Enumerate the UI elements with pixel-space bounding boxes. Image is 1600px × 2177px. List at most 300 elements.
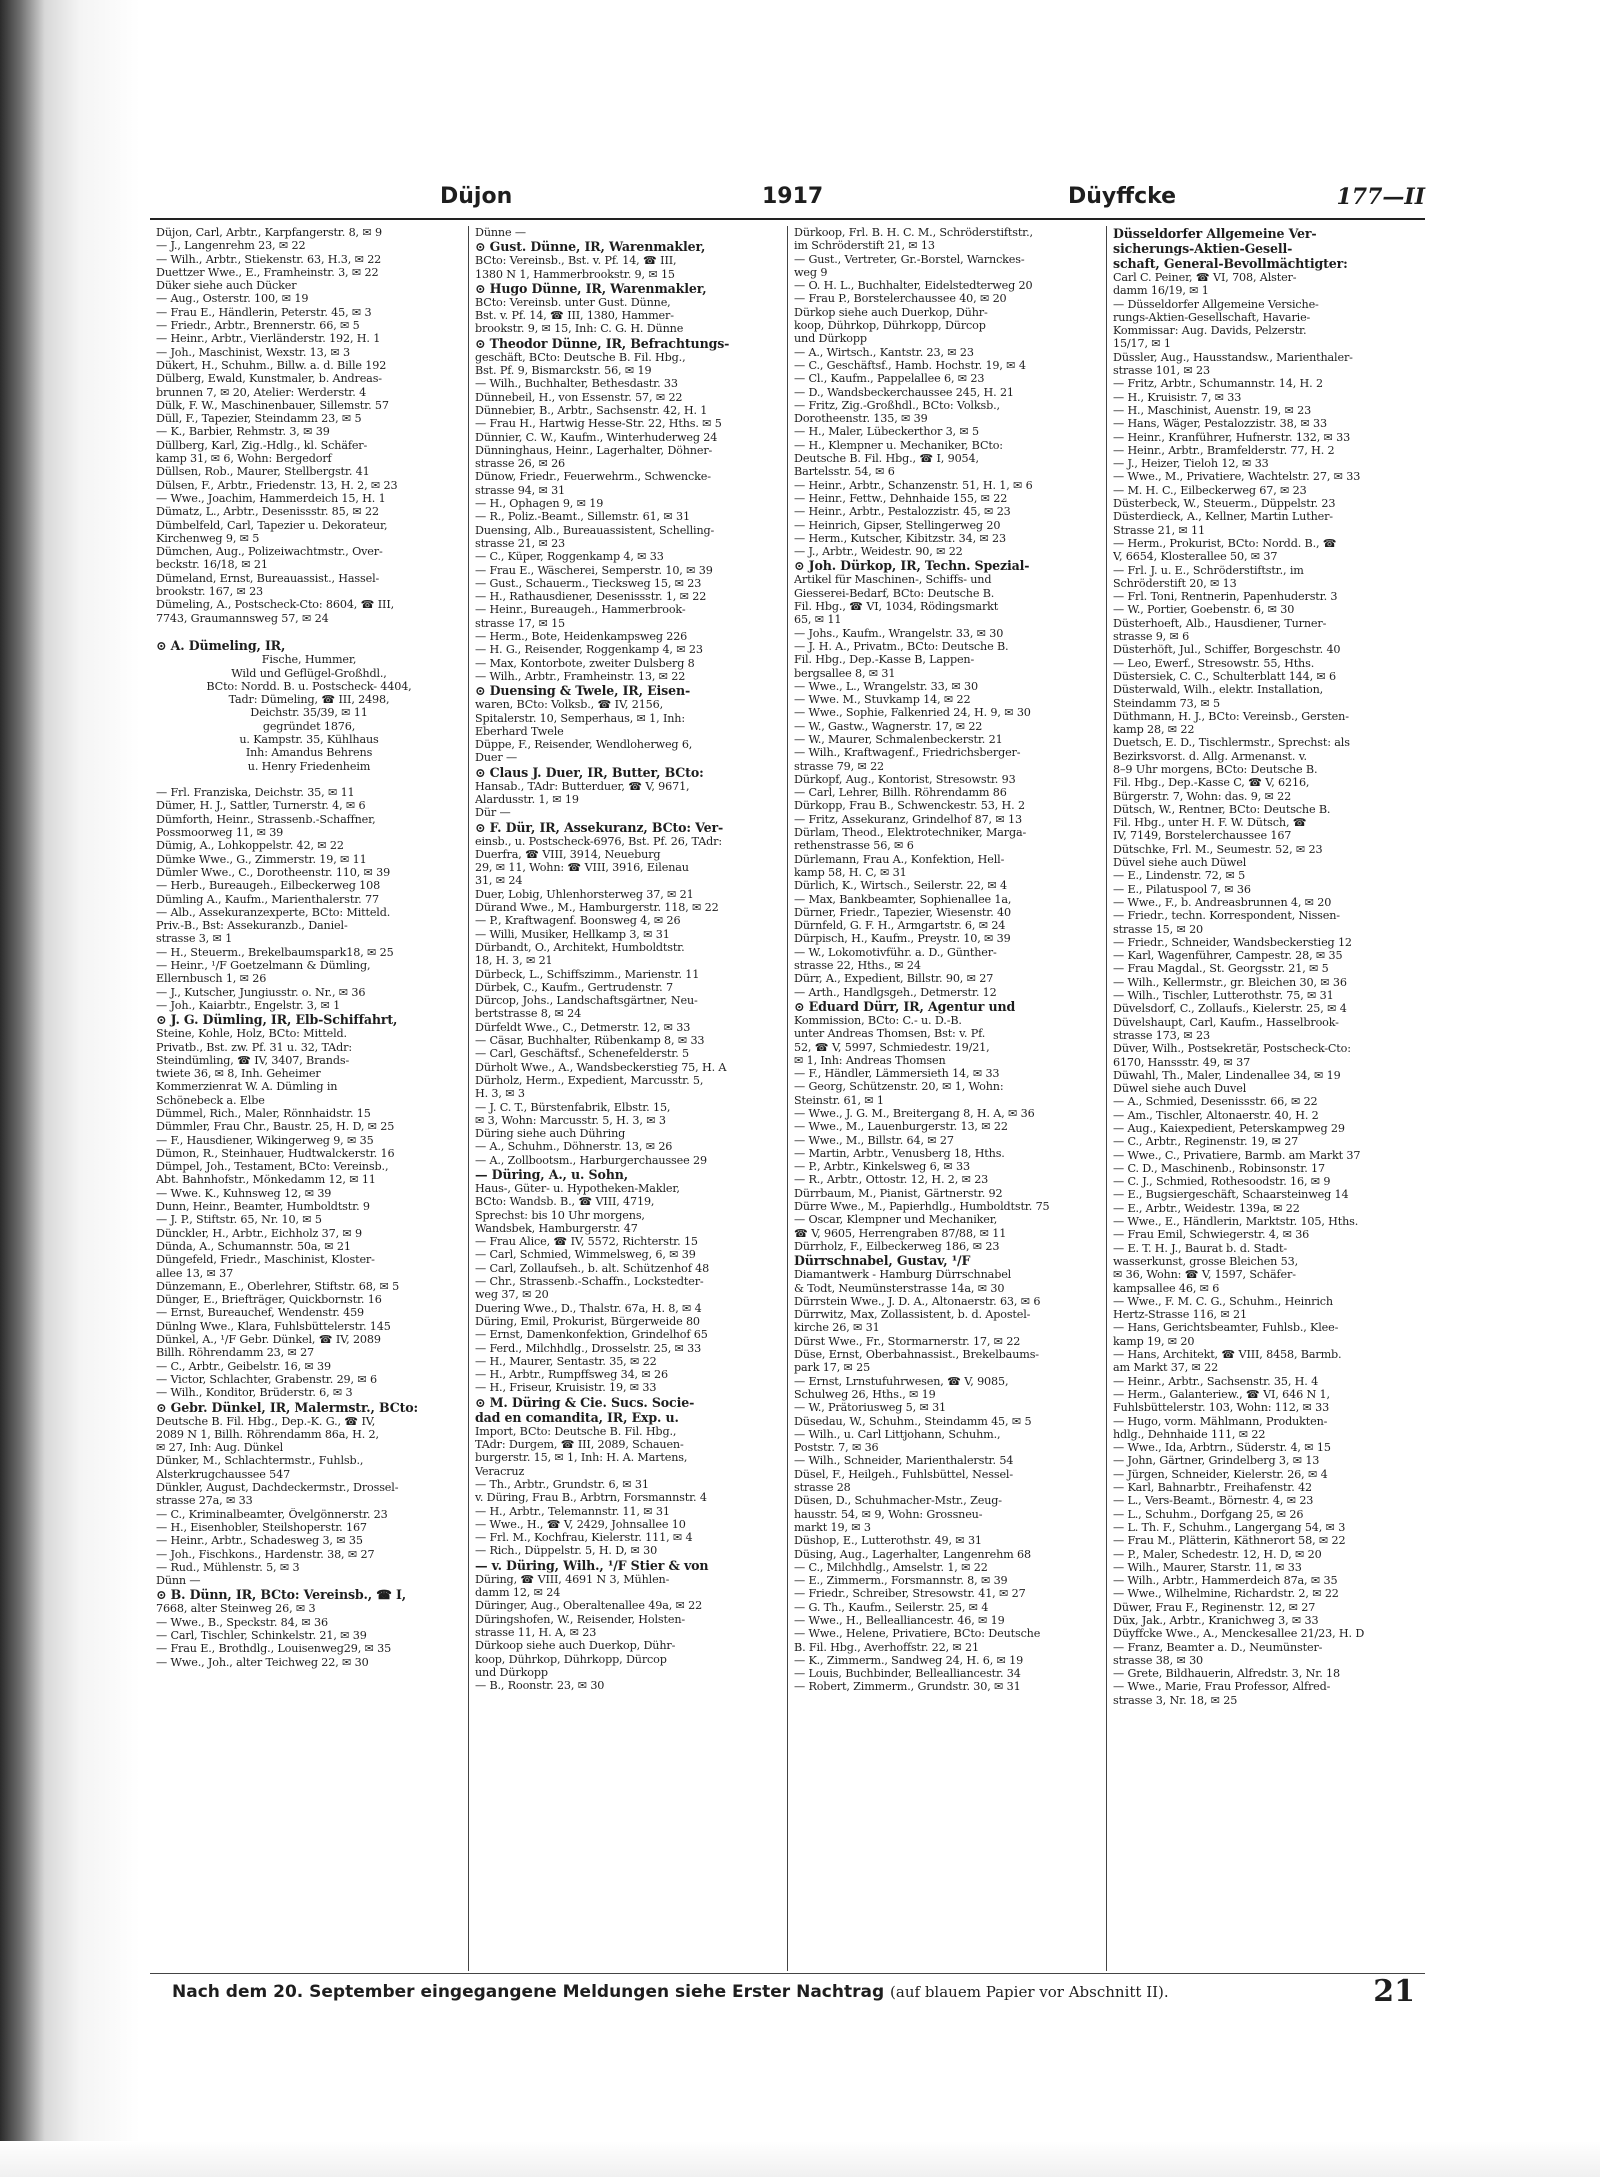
header-year: 1917 xyxy=(762,184,824,209)
directory-entry: — Wwe., Wilhelmine, Richardstr. 2, ✉ 22 xyxy=(1113,1587,1339,1601)
directory-entry: ☎ V, 9605, Herrengraben 87/88, ✉ 11 xyxy=(794,1226,1007,1240)
directory-entry: Düshop, E., Lutterothstr. 49, ✉ 31 xyxy=(794,1534,982,1548)
directory-entry: Giesserei-Bedarf, BCto: Deutsche B. xyxy=(794,586,995,600)
directory-entry: Duer — xyxy=(475,751,517,765)
directory-entry: — H., Maurer, Sentastr. 35, ✉ 22 xyxy=(475,1354,657,1368)
directory-entry: — W., Gastw., Wagnerstr. 17, ✉ 22 xyxy=(794,719,983,733)
directory-entry: — K., Zimmerm., Sandweg 24, H. 6, ✉ 19 xyxy=(794,1653,1024,1667)
directory-entry: Düngefeld, Friedr., Maschinist, Kloster- xyxy=(156,1253,375,1267)
directory-entry: Deichstr. 35/39, ✉ 11 xyxy=(250,706,368,720)
directory-entry: Dünda, A., Schumannstr. 50a, ✉ 21 xyxy=(156,1239,351,1253)
directory-entry: — Franz, Beamter a. D., Neumünster- xyxy=(1113,1640,1323,1654)
directory-entry: Dürrbaum, M., Pianist, Gärtnerstr. 92 xyxy=(794,1186,1003,1200)
directory-entry: — Wwe., M., Lauenburgerstr. 13, ✉ 22 xyxy=(794,1120,1008,1134)
directory-entry: strasse 3, ✉ 1 xyxy=(156,932,233,946)
directory-entry: — Alb., Assekuranzexperte, BCto: Mitteld. xyxy=(156,905,391,919)
directory-entry: Diamantwerk - Hamburg Dürrschnabel xyxy=(794,1268,1012,1282)
directory-entry: — Leo, Ewerf., Stresowstr. 55, Hths. xyxy=(1113,656,1315,670)
directory-entry: — C., Küper, Roggenkamp 4, ✉ 33 xyxy=(475,550,664,564)
directory-entry: Dünne — xyxy=(475,226,526,239)
directory-entry: damm 16/19, ✉ 1 xyxy=(1113,284,1209,298)
directory-entry: strasse 101, ✉ 23 xyxy=(1113,364,1210,378)
directory-entry: — Joh., Maschinist, Wexstr. 13, ✉ 3 xyxy=(156,345,351,359)
directory-entry: Dürkopf, Aug., Kontorist, Stresowstr. 93 xyxy=(794,772,1016,786)
directory-entry: — Wilh., Schneider, Marienthalerstr. 54 xyxy=(794,1454,1014,1468)
directory-entry: — Carl, Geschäftsf., Schenefelderstr. 5 xyxy=(475,1047,690,1061)
directory-entry: — Rud., Mühlenstr. 5, ✉ 3 xyxy=(156,1560,300,1574)
directory-entry: — Hugo, vorm. Mählmann, Produkten- xyxy=(1113,1414,1328,1428)
directory-entry: Dümke Wwe., G., Zimmerstr. 19, ✉ 11 xyxy=(156,852,367,866)
directory-entry: Dürcop, Johs., Landschaftsgärtner, Neu- xyxy=(475,994,698,1008)
directory-entry: — C., Milchhdlg., Amselstr. 1, ✉ 22 xyxy=(794,1560,988,1574)
directory-entry: — C., Arbtr., Geibelstr. 16, ✉ 39 xyxy=(156,1359,331,1373)
directory-entry: geschäft, BCto: Deutsche B. Fil. Hbg., xyxy=(475,350,686,364)
directory-entry: — Friedr., techn. Korrespondent, Nissen- xyxy=(1113,909,1340,923)
directory-entry: allee 13, ✉ 37 xyxy=(156,1266,234,1280)
directory-entry: 1380 N 1, Hammerbrookstr. 9, ✉ 15 xyxy=(475,267,675,281)
directory-entry: Deutsche B. Fil. Hbg., Dep.-K. G., ☎ IV, xyxy=(156,1414,376,1428)
page-number: 21 xyxy=(1373,1974,1415,2009)
directory-entry: Priv.-B., Bst: Assekuranzb., Daniel- xyxy=(156,919,348,933)
directory-entry: Düsel, F., Heilgeh., Fuhlsbüttel, Nessel- xyxy=(794,1467,1013,1481)
directory-entry: Dürbandt, O., Architekt, Humboldtstr. xyxy=(475,940,685,954)
directory-entry: Dümig, A., Lohkoppelstr. 42, ✉ 22 xyxy=(156,839,344,853)
directory-entry: ⊙ J. G. Dümling, IR, Elb-Schiffahrt, xyxy=(156,1012,398,1028)
directory-entry: — Wilh., Arbtr., Stiekenstr. 63, H.3, ✉ 22 xyxy=(156,252,382,266)
directory-entry: — J., Langenrehm 23, ✉ 22 xyxy=(156,239,306,253)
directory-entry: — Wilh., Konditor, Brüderstr. 6, ✉ 3 xyxy=(156,1386,353,1400)
directory-entry: kamp 28, ✉ 22 xyxy=(1113,723,1195,737)
directory-entry: wasserkunst, grosse Bleichen 53, xyxy=(1113,1254,1298,1268)
directory-entry: Artikel für Maschinen-, Schiffs- und xyxy=(794,573,992,587)
directory-entry: ⊙ Joh. Dürkop, IR, Techn. Spezial- xyxy=(794,558,1030,574)
page-header xyxy=(150,178,1425,220)
directory-entry: strasse 11, H. A, ✉ 23 xyxy=(475,1625,597,1639)
directory-entry: bertstrasse 8, ✉ 24 xyxy=(475,1007,582,1021)
column-4 xyxy=(1107,226,1425,1971)
directory-entry: — Heinr., Arbtr., Schanzenstr. 51, H. 1, ✉ 6 xyxy=(794,478,1033,492)
directory-entry: Ellernbusch 1, ✉ 26 xyxy=(156,972,267,986)
directory-entry: strasse 15, ✉ 20 xyxy=(1113,922,1204,936)
directory-entry: Kirchenweg 9, ✉ 5 xyxy=(156,531,260,545)
directory-entry: strasse 38, ✉ 30 xyxy=(1113,1653,1204,1667)
directory-entry: Düstersiek, C. C., Schulterblatt 144, ✉ 6 xyxy=(1113,669,1337,683)
directory-entry: Dürlich, K., Wirtsch., Seilerstr. 22, ✉ 4 xyxy=(794,879,1008,893)
directory-entry: BCto: Wandsb. B., ☎ VIII, 4719, xyxy=(475,1195,655,1209)
directory-entry: — Fritz, Assekuranz, Grindelhof 87, ✉ 13 xyxy=(794,812,1022,826)
directory-entry: — Karl, Bahnarbtr., Freihafenstr. 42 xyxy=(1113,1481,1313,1495)
directory-entry: Steindamm 73, ✉ 5 xyxy=(1113,696,1221,710)
directory-entry: — D., Wandsbeckerchaussee 245, H. 21 xyxy=(794,385,1014,399)
directory-entry: — Wilh., Arbtr., Hammerdeich 87a, ✉ 35 xyxy=(1113,1574,1338,1588)
directory-entry: Dürfeldt Wwe., C., Detmerstr. 12, ✉ 33 xyxy=(475,1020,691,1034)
directory-entry: — Frl. Toni, Rentnerin, Papenhuderstr. 3 xyxy=(1113,590,1338,604)
directory-entry: Dünn — xyxy=(156,1574,201,1588)
directory-entry: — Heinr., Arbtr., Pestalozzistr. 45, ✉ 23 xyxy=(794,505,1011,519)
directory-entry: Duensing, Alb., Bureauassistent, Schelling- xyxy=(475,523,715,537)
directory-entry: Steine, Kohle, Holz, BCto: Mitteld. xyxy=(156,1027,347,1041)
directory-entry: — Wwe. K., Kuhnsweg 12, ✉ 39 xyxy=(156,1186,332,1200)
directory-entry: unter Andreas Thomsen, Bst: v. Pf. xyxy=(794,1027,986,1041)
directory-entry: Dürpisch, H., Kaufm., Preystr. 10, ✉ 39 xyxy=(794,932,1011,946)
directory-entry: — Fritz, Zig.-Großhdl., BCto: Volksb., xyxy=(794,398,1000,412)
directory-entry: — Frau E., Wäscherei, Semperstr. 10, ✉ 39 xyxy=(475,563,713,577)
directory-entry: TAdr: Durgem, ☎ III, 2089, Schauen- xyxy=(475,1438,684,1452)
directory-entry: Dümmler, Frau Chr., Baustr. 25, H. D, ✉ 25 xyxy=(156,1120,395,1134)
directory-entry: Dürkopp, Frau B., Schwenckestr. 53, H. 2 xyxy=(794,799,1025,813)
directory-entry: — Heinr., Arbtr., Bramfelderstr. 77, H. 2 xyxy=(1113,443,1335,457)
directory-entry: Dürrholz, F., Eilbeckerweg 186, ✉ 23 xyxy=(794,1239,1000,1253)
directory-entry: Tadr: Dümeling, ☎ III, 2498, xyxy=(228,693,390,707)
column-2 xyxy=(469,226,788,1971)
directory-entry: strasse 27a, ✉ 33 xyxy=(156,1494,253,1508)
directory-entry: — Jürgen, Schneider, Kielerstr. 26, ✉ 4 xyxy=(1113,1467,1328,1481)
column-3 xyxy=(788,226,1107,1971)
directory-entry: — J., Heizer, Tieloh 12, ✉ 33 xyxy=(1113,457,1269,471)
directory-entry: — E., Arbtr., Weidestr. 139a, ✉ 22 xyxy=(1113,1201,1300,1215)
directory-entry: Bezirksvorst. d. Allg. Armenanst. v. xyxy=(1113,749,1307,763)
directory-entry: Poststr. 7, ✉ 36 xyxy=(794,1441,879,1455)
directory-entry: Hansab., TAdr: Butterduer, ☎ V, 9671, xyxy=(475,779,690,793)
directory-entry: — Frau P., Borstelerchaussee 40, ✉ 20 xyxy=(794,292,1007,306)
directory-entry: — John, Gärtner, Grindelberg 3, ✉ 13 xyxy=(1113,1454,1320,1468)
directory-entry: Dümling A., Kaufm., Marienthalerstr. 77 xyxy=(156,892,379,906)
directory-entry: Dümeland, Ernst, Bureauassist., Hassel- xyxy=(156,571,380,585)
directory-entry: — Carl, Zollaufseh., b. alt. Schützenhof 48 xyxy=(475,1261,710,1275)
directory-entry: — Aug., Osterstr. 100, ✉ 19 xyxy=(156,292,309,306)
directory-entry: — E., Pilatuspool 7, ✉ 36 xyxy=(1113,882,1251,896)
directory-entry: weg 37, ✉ 20 xyxy=(475,1288,549,1302)
directory-entry: Dümatz, L., Arbtr., Desenissstr. 85, ✉ 22 xyxy=(156,505,379,519)
directory-entry: ⊙ Gebr. Dünkel, IR, Malermstr., BCto: xyxy=(156,1399,419,1415)
directory-entry: Dünzemann, E., Oberlehrer, Stiftstr. 68, ✉ 5 xyxy=(156,1279,400,1293)
directory-entry: — H., Ophagen 9, ✉ 19 xyxy=(475,497,604,511)
directory-entry: Dürkoop siehe auch Duerkop, Dühr- xyxy=(475,1639,676,1653)
directory-entry: Dürr, A., Expedient, Billstr. 90, ✉ 27 xyxy=(794,972,994,986)
directory-entry: Dürholz, Herm., Expedient, Marcusstr. 5, xyxy=(475,1073,704,1087)
directory-entry: Bürgerstr. 7, Wohn: das. 9, ✉ 22 xyxy=(1113,789,1292,803)
directory-entry: u. Kampstr. 35, Kühlhaus xyxy=(239,732,379,746)
directory-entry: — C. D., Maschinenb., Robinsonstr. 17 xyxy=(1113,1161,1325,1175)
directory-entry: — Aug., Kaiexpedient, Peterskampweg 29 xyxy=(1113,1122,1345,1135)
directory-entry: Dürner, Friedr., Tapezier, Wiesenstr. 40 xyxy=(794,905,1011,919)
directory-entry: Dürst Wwe., Fr., Stormarnerstr. 17, ✉ 22 xyxy=(794,1334,1021,1348)
directory-entry: Dünnebeil, H., von Essenstr. 57, ✉ 22 xyxy=(475,390,683,404)
directory-entry: Dünlng Wwe., Klara, Fuhlsbüttelerstr. 145 xyxy=(156,1319,391,1333)
directory-entry: — A., Schuhm., Döhnerstr. 13, ✉ 26 xyxy=(475,1140,673,1154)
directory-entry: — Frau Alice, ☎ IV, 5572, Richterstr. 15 xyxy=(475,1235,698,1249)
directory-entry: — E., Lindenstr. 72, ✉ 5 xyxy=(1113,869,1246,883)
directory-entry: Dütschke, Frl. M., Seumestr. 52, ✉ 23 xyxy=(1113,842,1323,856)
directory-entry: Dümbelfeld, Carl, Tapezier u. Dekorateur, xyxy=(156,518,388,532)
directory-entry: — Joh., Kaiarbtr., Engelstr. 3, ✉ 1 xyxy=(156,998,341,1012)
directory-entry: — Frau Emil, Schwiegerstr. 4, ✉ 36 xyxy=(1113,1228,1310,1242)
footer-notice: Nach dem 20. September eingegangene Meldungen siehe Erster Nachtrag xyxy=(172,1982,885,2002)
directory-entry: einsb., u. Postscheck-6976, Bst. Pf. 26, TAdr: xyxy=(475,834,722,848)
directory-entry: Schönebeck a. Elbe xyxy=(156,1093,265,1107)
directory-entry: — H., Eisenhobler, Steilshoperstr. 167 xyxy=(156,1520,367,1534)
directory-entry: Düring, ☎ VIII, 4691 N 3, Mühlen- xyxy=(475,1572,670,1586)
directory-entry: Düse, Ernst, Oberbahnassist., Brekelbaums- xyxy=(794,1348,1039,1362)
directory-entry: 6170, Hanssstr. 49, ✉ 37 xyxy=(1113,1055,1251,1069)
directory-entry: 8–9 Uhr morgens, BCto: Deutsche B. xyxy=(1113,762,1318,776)
directory-entry: — R., Arbtr., Ottostr. 12, H. 2, ✉ 23 xyxy=(794,1173,989,1187)
directory-entry xyxy=(156,625,462,638)
directory-entry: schaft, General-Bevollmächtigter: xyxy=(1113,256,1348,271)
directory-entry: u. Henry Friedenheim xyxy=(247,759,371,773)
directory-entry: im Schröderstift 21, ✉ 13 xyxy=(794,239,935,253)
directory-entry: Dorotheenstr. 135, ✉ 39 xyxy=(794,412,928,426)
directory-entry: — Martin, Arbtr., Venusberg 18, Hths. xyxy=(794,1146,1005,1160)
directory-entry: — Ernst, Bureauchef, Wendenstr. 459 xyxy=(156,1306,364,1320)
directory-entry: 15/17, ✉ 1 xyxy=(1113,337,1171,351)
directory-entry: Dünker, M., Schlachtermstr., Fuhlsb., xyxy=(156,1454,364,1468)
directory-entry: — W., Lokomotivführ. a. D., Günther- xyxy=(794,945,997,959)
directory-entry: Düx, Jak., Arbtr., Kranichweg 3, ✉ 33 xyxy=(1113,1613,1319,1627)
directory-entry: Schröderstift 20, ✉ 13 xyxy=(1113,576,1237,590)
directory-entry: — Wwe., Sophie, Falkenried 24, H. 9, ✉ 30 xyxy=(794,706,1031,720)
directory-page xyxy=(150,178,1425,2068)
directory-entry: Dürnfeld, G. F. H., Armgartstr. 6, ✉ 24 xyxy=(794,919,1006,933)
directory-entry: — J. C. T., Bürstenfabrik, Elbstr. 15, xyxy=(475,1100,671,1114)
directory-entry: — M. H. C., Eilbeckerweg 67, ✉ 23 xyxy=(1113,483,1307,497)
directory-entry: — Heinr., Arbtr., Schadesweg 3, ✉ 35 xyxy=(156,1534,363,1548)
directory-entry: ✉ 27, Inh: Aug. Dünkel xyxy=(156,1441,284,1455)
directory-entry: V, 6654, Klosterallee 50, ✉ 37 xyxy=(1113,550,1278,564)
directory-entry: — Heinr., Kranführer, Hufnerstr. 132, ✉ 33 xyxy=(1113,430,1351,444)
directory-entry: — P., Kraftwagenf. Boonsweg 4, ✉ 26 xyxy=(475,914,681,928)
directory-entry: Düvelsdorf, C., Zollaufs., Kielerstr. 25, ✉ 4 xyxy=(1113,1002,1347,1016)
directory-entry: Düll, F., Tapezier, Steindamm 23, ✉ 5 xyxy=(156,412,362,426)
directory-entry: beckstr. 16/18, ✉ 21 xyxy=(156,558,268,572)
directory-entry: Steinstr. 61, ✉ 1 xyxy=(794,1093,884,1107)
directory-entry: Alardusstr. 1, ✉ 19 xyxy=(475,792,579,806)
directory-entry: Düvel siehe auch Düwel xyxy=(1113,856,1247,870)
directory-entry: — Heinr., Arbtr., Sachsenstr. 35, H. 4 xyxy=(1113,1374,1319,1388)
directory-entry: — Wwe., Marie, Frau Professor, Alfred- xyxy=(1113,1680,1331,1694)
directory-entry: 29, ✉ 11, Wohn: ☎ VIII, 3916, Eilenau xyxy=(475,861,689,875)
directory-entry: — E., Zimmerm., Forsmannstr. 8, ✉ 39 xyxy=(794,1574,1008,1588)
directory-entry: strasse 3, Nr. 18, ✉ 25 xyxy=(1113,1693,1238,1707)
directory-entry: — Max, Bankbeamter, Sophienallee 1a, xyxy=(794,892,1012,906)
directory-entry: — Ferd., Milchhdlg., Drosselstr. 25, ✉ 33 xyxy=(475,1341,702,1355)
directory-entry: — P., Maler, Schedestr. 12, H. D, ✉ 20 xyxy=(1113,1547,1322,1561)
directory-entry: Düring, Emil, Prokurist, Bürgerweide 80 xyxy=(475,1314,700,1328)
page-footer xyxy=(150,1973,1425,2008)
directory-entry: Dürlemann, Frau A., Konfektion, Hell- xyxy=(794,852,1005,866)
directory-entry: twiete 36, ✉ 8, Inh. Geheimer xyxy=(156,1067,321,1081)
directory-entry: Deutsche B. Fil. Hbg., ☎ I, 9054, xyxy=(794,452,979,466)
directory-entry: — G. Th., Kaufm., Seilerstr. 25, ✉ 4 xyxy=(794,1600,989,1614)
directory-entry: 18, H. 3, ✉ 21 xyxy=(475,954,553,968)
directory-entry: — Hans, Architekt, ☎ VIII, 8458, Barmb. xyxy=(1113,1348,1342,1362)
directory-entry: Duettzer Wwe., E., Framheinstr. 3, ✉ 22 xyxy=(156,265,379,279)
directory-entry: IV, 7149, Borstelerchaussee 167 xyxy=(1113,829,1292,843)
directory-entry: kamp 31, ✉ 6, Wohn: Bergedorf xyxy=(156,452,332,466)
directory-entry: — Gust., Vertreter, Gr.-Borstel, Warnckes- xyxy=(794,252,1025,266)
directory-entry: Düwer, Frau F., Reginenstr. 12, ✉ 27 xyxy=(1113,1600,1316,1614)
directory-entry: ✉ 3, Wohn: Marcusstr. 5, H. 3, ✉ 3 xyxy=(475,1113,666,1127)
directory-entry: — H., Friseur, Kruisistr. 19, ✉ 33 xyxy=(475,1381,657,1395)
directory-entry: ⊙ M. Düring & Cie. Sucs. Socie- xyxy=(475,1394,695,1410)
directory-entry: — F., Hausdiener, Wikingerweg 9, ✉ 35 xyxy=(156,1133,374,1147)
directory-entry: Dümler Wwe., C., Dorotheenstr. 110, ✉ 39 xyxy=(156,865,391,879)
directory-entry: Dürre Wwe., M., Papierhdlg., Humboldtstr. 75 xyxy=(794,1200,1050,1214)
directory-entry: damm 12, ✉ 24 xyxy=(475,1586,561,1600)
directory-entry: 2089 N 1, Billh. Röhrendamm 86a, H. 2, xyxy=(156,1427,379,1441)
directory-entry: Bst. v. Pf. 14, ☎ III, 1380, Hammer- xyxy=(475,309,674,323)
directory-entry: — Victor, Schlachter, Grabenstr. 29, ✉ 6 xyxy=(156,1372,377,1386)
directory-entry: Düppe, F., Reisender, Wendloherweg 6, xyxy=(475,738,693,752)
directory-entry: Dürand Wwe., M., Hamburgerstr. 118, ✉ 22 xyxy=(475,901,719,915)
directory-entry: — J. H. A., Privatm., BCto: Deutsche B. xyxy=(794,639,1009,653)
directory-columns xyxy=(150,226,1425,1971)
directory-entry: — Frl. M., Kochfrau, Kielerstr. 111, ✉ 4 xyxy=(475,1531,693,1545)
directory-entry: Dünow, Friedr., Feuerwehrm., Schwencke- xyxy=(475,470,711,484)
directory-entry: — Frau Magdal., St. Georgsstr. 21, ✉ 5 xyxy=(1113,962,1329,976)
directory-entry: Dünkler, August, Dachdeckermstr., Drossel- xyxy=(156,1481,399,1495)
directory-entry: — Frl. Franziska, Deichstr. 35, ✉ 11 xyxy=(156,786,355,800)
directory-entry: — F., Händler, Lämmersieth 14, ✉ 33 xyxy=(794,1067,1000,1081)
directory-entry: weg 9 xyxy=(794,265,828,279)
directory-entry: rungs-Aktien-Gesellschaft, Havarie- xyxy=(1113,310,1311,324)
directory-entry: ⊙ Duensing & Twele, IR, Eisen- xyxy=(475,683,691,699)
directory-entry: — Herm., Galanteriew., ☎ VI, 646 N 1, xyxy=(1113,1387,1330,1401)
directory-entry: — Wwe., H., Bellealliancestr. 46, ✉ 19 xyxy=(794,1613,1005,1627)
directory-entry: Sprechst: bis 10 Uhr morgens, xyxy=(475,1208,645,1222)
directory-entry: — Ernst, Lrnstufuhrwesen, ☎ V, 9085, xyxy=(794,1374,1009,1388)
directory-entry: Düring siehe auch Dühring xyxy=(475,1127,626,1141)
directory-entry: — Frau E., Brothdlg., Louisenweg29, ✉ 35 xyxy=(156,1642,392,1656)
directory-entry: hausstr. 54, ✉ 9, Wohn: Grossneu- xyxy=(794,1507,983,1521)
directory-entry: Dümer, H. J., Sattler, Turnerstr. 4, ✉ 6 xyxy=(156,799,366,813)
directory-entry: — Wilh., Kellermstr., gr. Bleichen 30, ✉ 36 xyxy=(1113,975,1347,989)
footer-notice-note: (auf blauem Papier vor Abschnitt II). xyxy=(890,1983,1169,2001)
directory-entry: — H., Rathausdiener, Desenissstr. 1, ✉ 22 xyxy=(475,590,707,604)
directory-entry: — Carl, Schmied, Wimmelsweg, 6, ✉ 39 xyxy=(475,1248,696,1262)
directory-entry: Düringer, Aug., Oberaltenallee 49a, ✉ 22 xyxy=(475,1599,703,1613)
directory-entry: Duering Wwe., D., Thalstr. 67a, H. 8, ✉ 4 xyxy=(475,1301,702,1315)
directory-entry: koop, Dührkop, Dührkopp, Dürcop xyxy=(475,1652,667,1666)
footer-notice-line xyxy=(172,1982,1169,2002)
directory-entry: Dürrstein Wwe., J. D. A., Altonaerstr. 63, ✉ 6 xyxy=(794,1294,1041,1308)
directory-entry: — H. G., Reisender, Roggenkamp 4, ✉ 23 xyxy=(475,643,703,657)
directory-entry: Düsterdieck, A., Kellner, Martin Luther- xyxy=(1113,510,1333,524)
directory-entry: — Fritz, Arbtr., Schumannstr. 14, H. 2 xyxy=(1113,377,1323,391)
directory-entry: Düllberg, Karl, Zig.-Hdlg., kl. Schäfer- xyxy=(156,438,368,452)
directory-entry: — Wwe., Joachim, Hammerdeich 15, H. 1 xyxy=(156,491,386,505)
directory-entry: Dünkel, A., ¹/F Gebr. Dünkel, ☎ IV, 2089 xyxy=(156,1333,381,1347)
directory-entry: Dürbek, C., Kaufm., Gertrudenstr. 7 xyxy=(475,980,673,994)
directory-entry: brunnen 7, ✉ 20, Atelier: Werderstr. 4 xyxy=(156,385,367,399)
directory-entry: koop, Dührkop, Dührkopp, Dürcop xyxy=(794,319,986,333)
directory-entry: Düsen, D., Schuhmacher-Mstr., Zeug- xyxy=(794,1494,1002,1508)
directory-entry: Dümeling, A., Postscheck-Cto: 8604, ☎ III, xyxy=(156,598,395,612)
directory-entry: Düsseldorfer Allgemeine Ver- xyxy=(1113,226,1317,241)
directory-entry: kamp 58, H. C, ✉ 31 xyxy=(794,865,907,879)
column-1 xyxy=(150,226,469,1971)
directory-entry: — C., Arbtr., Reginenstr. 19, ✉ 27 xyxy=(1113,1135,1299,1149)
directory-entry: — Wwe., C., Privatiere, Barmb. am Markt 37 xyxy=(1113,1148,1361,1162)
directory-entry: — Hans, Wäger, Pestalozzistr. 38, ✉ 33 xyxy=(1113,417,1327,431)
directory-entry: Dürrschnabel, Gustav, ¹/F xyxy=(794,1253,971,1269)
directory-entry: hdlg., Dehnhaide 111, ✉ 22 xyxy=(1113,1427,1266,1441)
directory-entry: ⊙ Claus J. Duer, IR, Butter, BCto: xyxy=(475,764,704,780)
directory-entry: burgerstr. 15, ✉ 1, Inh: H. A. Martens, xyxy=(475,1451,688,1465)
directory-entry: Privatb., Bst. zw. Pf. 31 u. 32, TAdr: xyxy=(156,1040,352,1054)
directory-entry: — O. H. L., Buchhalter, Eidelstedterweg 20 xyxy=(794,279,1033,293)
directory-entry: — H., Maler, Lübeckerthor 3, ✉ 5 xyxy=(794,425,979,439)
directory-entry: — A., Wirtsch., Kantstr. 23, ✉ 23 xyxy=(794,345,974,359)
directory-entry: rethenstrasse 56, ✉ 6 xyxy=(794,839,914,853)
directory-entry: — Frau M., Plätterin, Käthnerort 58, ✉ 22 xyxy=(1113,1534,1346,1548)
directory-entry: — Herm., Bote, Heidenkampsweg 226 xyxy=(475,630,688,644)
directory-entry: 65, ✉ 11 xyxy=(794,613,842,627)
directory-entry: — Wwe., M., Privatiere, Wachtelstr. 27, ✉ 33 xyxy=(1113,470,1361,484)
directory-entry: — L., Vers-Beamt., Börnestr. 4, ✉ 23 xyxy=(1113,1494,1314,1508)
directory-entry: Fil. Hbg., ☎ VI, 1034, Rödingsmarkt xyxy=(794,600,999,614)
directory-entry: Inh: Amandus Behrens xyxy=(245,746,373,760)
directory-entry: — W., Portier, Goebenstr. 6, ✉ 30 xyxy=(1113,603,1295,617)
directory-entry: Düjon, Carl, Arbtr., Karpfangerstr. 8, ✉ 9 xyxy=(156,226,382,239)
directory-entry: Düsing, Aug., Lagerhalter, Langenrehm 68 xyxy=(794,1547,1031,1561)
directory-entry: Eberhard Twele xyxy=(475,724,564,738)
scan-shadow xyxy=(0,0,140,2177)
directory-entry: — Robert, Zimmerm., Grundstr. 30, ✉ 31 xyxy=(794,1680,1021,1694)
directory-entry: Düllsen, Rob., Maurer, Stellbergstr. 41 xyxy=(156,465,370,479)
directory-entry: — Herm., Kutscher, Kibitzstr. 34, ✉ 23 xyxy=(794,531,1006,545)
directory-entry: Düsterwald, Wilh., elektr. Installation, xyxy=(1113,683,1324,697)
directory-entry: Dünninghaus, Heinr., Lagerhalter, Döhner- xyxy=(475,443,713,457)
header-page-ref: 177—II xyxy=(1336,184,1425,210)
directory-entry: — Heinr., Fettw., Dehnhaide 155, ✉ 22 xyxy=(794,491,1008,505)
directory-entry: — Herm., Prokurist, BCto: Nordd. B., ☎ xyxy=(1113,536,1337,550)
directory-entry: — Friedr., Schreiber, Stresowstr. 41, ✉ 27 xyxy=(794,1587,1026,1601)
directory-entry: Alsterkrugchaussee 547 xyxy=(156,1467,291,1481)
directory-entry: Spitalerstr. 10, Semperhaus, ✉ 1, Inh: xyxy=(475,711,685,725)
directory-entry: B. Fil. Hbg., Averhoffstr. 22, ✉ 21 xyxy=(794,1640,979,1654)
directory-entry: — Cl., Kaufm., Pappelallee 6, ✉ 23 xyxy=(794,372,985,386)
directory-entry: Dümon, R., Steinhauer, Hudtwalckerstr. 16 xyxy=(156,1146,395,1160)
directory-entry: Dürkoop, Frl. B. H. C. M., Schröderstiftstr., xyxy=(794,226,1033,239)
directory-entry: — L., Schuhm., Dorfgang 25, ✉ 26 xyxy=(1113,1507,1304,1521)
directory-entry: — Max, Kontorbote, zweiter Dulsberg 8 xyxy=(475,656,695,670)
scan-bottom-edge xyxy=(0,2141,1600,2177)
directory-entry: — E. T. H. J., Baurat b. d. Stadt- xyxy=(1113,1241,1287,1255)
directory-entry: — H., Kruisistr. 7, ✉ 33 xyxy=(1113,390,1242,404)
directory-entry: Dükert, H., Schuhm., Billw. a. d. Bille 192 xyxy=(156,358,387,372)
directory-entry: Düssler, Aug., Hausstandsw., Marienthaler- xyxy=(1113,350,1353,364)
directory-entry: — Wwe., L., Wrangelstr. 33, ✉ 30 xyxy=(794,679,978,693)
directory-entry: ⊙ F. Dür, IR, Assekuranz, BCto: Ver- xyxy=(475,819,724,835)
directory-entry: Hertz-Strasse 116, ✉ 21 xyxy=(1113,1308,1247,1322)
directory-entry: — A., Schmied, Desenissstr. 66, ✉ 22 xyxy=(1113,1095,1318,1109)
directory-entry: Fil. Hbg., Dep.-Kasse B, Lappen- xyxy=(794,653,975,667)
directory-entry: 7668, alter Steinweg 26, ✉ 3 xyxy=(156,1602,316,1616)
directory-entry: Dümpel, Joh., Testament, BCto: Vereinsb., xyxy=(156,1160,389,1174)
directory-entry: ⊙ Hugo Dünne, IR, Warenmakler, xyxy=(475,280,707,296)
directory-entry: Dünckler, H., Arbtr., Eichholz 37, ✉ 9 xyxy=(156,1226,363,1240)
directory-entry: — K., Barbier, Rehmstr. 3, ✉ 39 xyxy=(156,425,330,439)
directory-entry: ✉ 1, Inh: Andreas Thomsen xyxy=(794,1053,946,1067)
directory-entry: Dümchen, Aug., Polizeiwachtmstr., Over- xyxy=(156,545,383,559)
directory-entry: — Herb., Bureaugeh., Eilbeckerweg 108 xyxy=(156,879,381,893)
directory-entry: — Wwe., Joh., alter Teichweg 22, ✉ 30 xyxy=(156,1655,369,1669)
directory-entry: — Wilh., Kraftwagenf., Friedrichsberger- xyxy=(794,746,1021,760)
directory-entry: Duetsch, E. D., Tischlermstr., Sprechst: als xyxy=(1113,736,1350,750)
directory-entry xyxy=(156,773,462,786)
directory-entry: gegründet 1876, xyxy=(262,719,356,733)
